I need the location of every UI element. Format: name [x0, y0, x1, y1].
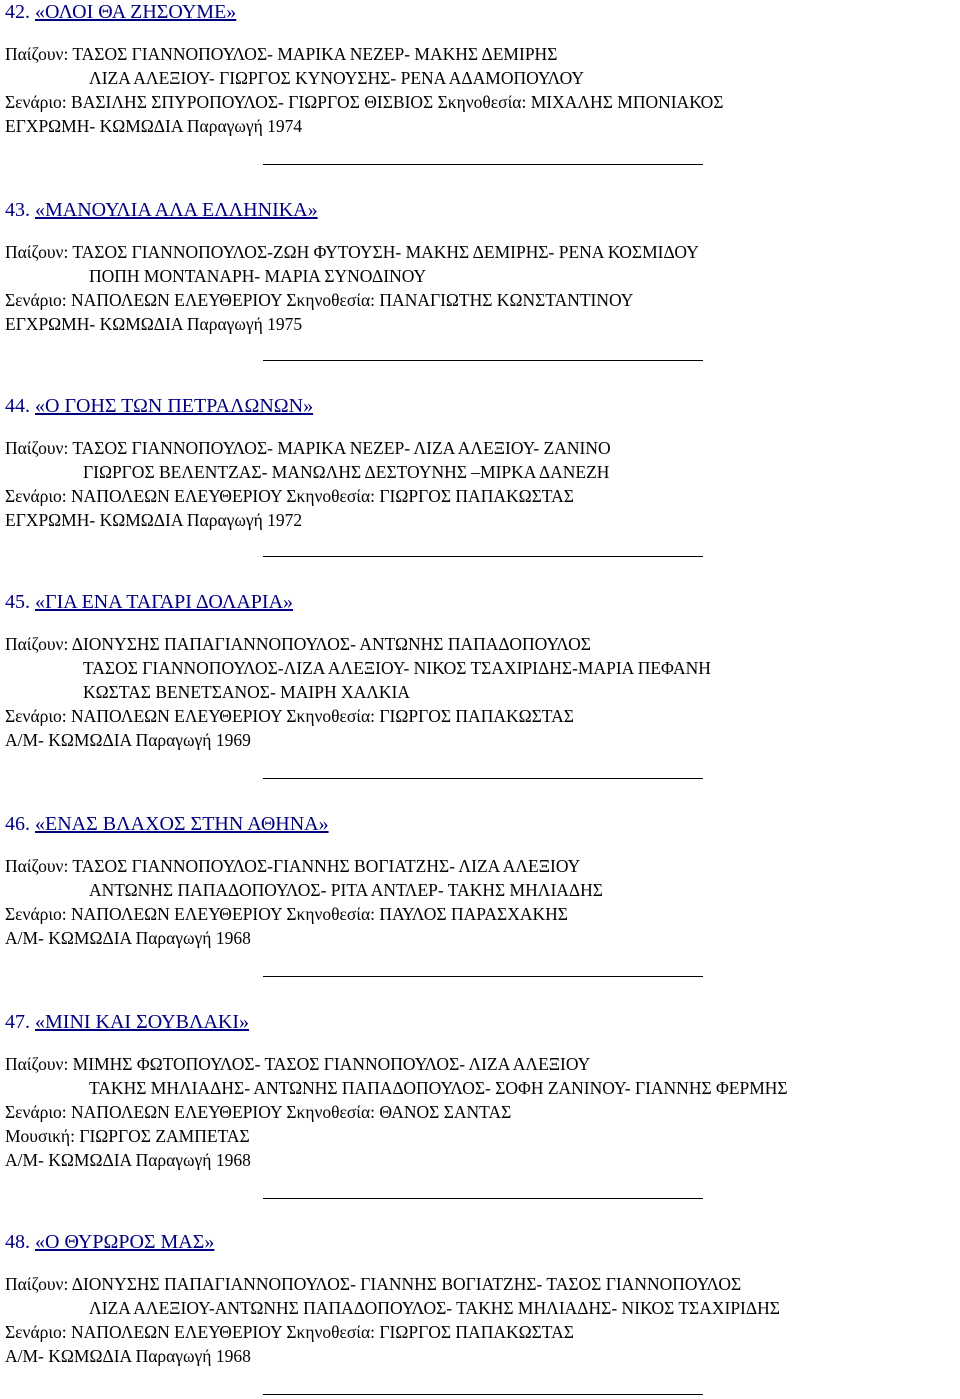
cast-line-continued: ΤΑΚΗΣ ΜΗΛΙΑΔΗΣ- ΑΝΤΩΝΗΣ ΠΑΠΑΔΟΠΟΥΛΟΣ- ΣΟΦΗ ΖΑΝΙΝΟΥ- ΓΙΑΝΝΗΣ ΦΕΡΜΗΣ	[89, 1078, 788, 1098]
film-entry-44	[5, 394, 957, 532]
script-direction-line: Σενάριο: ΝΑΠΟΛΕΩΝ ΕΛΕΥΘΕΡΙΟΥ Σκηνοθεσία: ΓΙΩΡΓΟΣ ΠΑΠΑΚΩΣΤΑΣ	[5, 486, 574, 506]
separator-rule	[263, 778, 703, 779]
music-line: Μουσική: ΓΙΩΡΓΟΣ ΖΑΜΠΕΤΑΣ	[5, 1126, 250, 1146]
film-title: 48. «Ο ΘΥΡΩΡΟΣ ΜΑΣ»	[5, 1231, 215, 1253]
separator-rule	[263, 556, 703, 557]
film-entry-48	[5, 1230, 957, 1368]
production-line: Α/Μ- ΚΩΜΩΔΙΑ Παραγωγή 1968	[5, 1150, 251, 1170]
cast-line-continued: ΠΟΠΗ ΜΟΝΤΑΝΑΡΗ- ΜΑΡΙΑ ΣΥΝΟΔΙΝΟΥ	[89, 266, 427, 286]
cast-line: Παίζουν: ΔΙΟΝΥΣΗΣ ΠΑΠΑΓΙΑΝΝΟΠΟΥΛΟΣ- ΓΙΑΝΝΗΣ ΒΟΓΙΑΤΖΗΣ- ΤΑΣΟΣ ΓΙΑΝΝΟΠΟΥΛΟΣ	[5, 1274, 742, 1294]
cast-line: Παίζουν: ΤΑΣΟΣ ΓΙΑΝΝΟΠΟΥΛΟΣ-ΓΙΑΝΝΗΣ ΒΟΓΙΑΤΖΗΣ- ΛΙΖΑ ΑΛΕΞΙΟΥ	[5, 856, 581, 876]
cast-line-continued: ΚΩΣΤΑΣ ΒΕΝΕΤΣΑΝΟΣ- ΜΑΙΡΗ ΧΑΛΚΙΑ	[83, 682, 411, 702]
script-direction-line: Σενάριο: ΝΑΠΟΛΕΩΝ ΕΛΕΥΘΕΡΙΟΥ Σκηνοθεσία: ΓΙΩΡΓΟΣ ΠΑΠΑΚΩΣΤΑΣ	[5, 706, 574, 726]
cast-line-continued: ΛΙΖΑ ΑΛΕΞΙΟΥ- ΓΙΩΡΓΟΣ ΚΥΝΟΥΣΗΣ- ΡΕΝΑ ΑΔΑΜΟΠΟΥΛΟΥ	[89, 68, 585, 88]
production-line: Α/Μ- ΚΩΜΩΔΙΑ Παραγωγή 1969	[5, 730, 251, 750]
cast-line: Παίζουν: ΜΙΜΗΣ ΦΩΤΟΠΟΥΛΟΣ- ΤΑΣΟΣ ΓΙΑΝΝΟΠΟΥΛΟΣ- ΛΙΖΑ ΑΛΕΞΙΟΥ	[5, 1054, 591, 1074]
script-direction-line: Σενάριο: ΝΑΠΟΛΕΩΝ ΕΛΕΥΘΕΡΙΟΥ Σκηνοθεσία: ΘΑΝΟΣ ΣΑΝΤΑΣ	[5, 1102, 512, 1122]
separator-rule	[263, 1394, 703, 1395]
film-title-text: «ΜΑΝΟΥΛΙΑ ΑΛΑ ΕΛΛΗΝΙΚΑ»	[35, 199, 318, 221]
production-line: ΕΓΧΡΩΜΗ- ΚΩΜΩΔΙΑ Παραγωγή 1975	[5, 314, 303, 334]
film-title-text: «ΕΝΑΣ ΒΛΑΧΟΣ ΣΤΗΝ ΑΘΗΝΑ»	[35, 813, 329, 835]
cast-line: Παίζουν: ΤΑΣΟΣ ΓΙΑΝΝΟΠΟΥΛΟΣ- ΜΑΡΙΚΑ ΝΕΖΕΡ- ΛΙΖΑ ΑΛΕΞΙΟΥ- ΖΑΝΙΝΟ	[5, 438, 611, 458]
film-entry-47	[5, 1010, 957, 1172]
film-title-text: «ΜΙΝΙ ΚΑΙ ΣΟΥΒΛΑΚΙ»	[35, 1011, 250, 1033]
cast-line-continued: ΑΝΤΩΝΗΣ ΠΑΠΑΔΟΠΟΥΛΟΣ- ΡΙΤΑ ΑΝΤΛΕΡ- ΤΑΚΗΣ ΜΗΛΙΑΔΗΣ	[89, 880, 603, 900]
film-title-text: «Ο ΓΟΗΣ ΤΩΝ ΠΕΤΡΑΛΩΝΩΝ»	[35, 395, 314, 417]
separator-rule	[263, 1198, 703, 1199]
film-entry-45	[5, 590, 957, 752]
cast-line: Παίζουν: ΤΑΣΟΣ ΓΙΑΝΝΟΠΟΥΛΟΣ- ΜΑΡΙΚΑ ΝΕΖΕΡ- ΜΑΚΗΣ ΔΕΜΙΡΗΣ	[5, 44, 558, 64]
film-entry-46	[5, 812, 957, 950]
cast-line: Παίζουν: ΔΙΟΝΥΣΗΣ ΠΑΠΑΓΙΑΝΝΟΠΟΥΛΟΣ- ΑΝΤΩΝΗΣ ΠΑΠΑΔΟΠΟΥΛΟΣ	[5, 634, 591, 654]
film-title-text: «Ο ΘΥΡΩΡΟΣ ΜΑΣ»	[35, 1231, 215, 1253]
script-direction-line: Σενάριο: ΝΑΠΟΛΕΩΝ ΕΛΕΥΘΕΡΙΟΥ Σκηνοθεσία: ΠΑΝΑΓΙΩΤΗΣ ΚΩΝΣΤΑΝΤΙΝΟΥ	[5, 290, 634, 310]
film-entry-43	[5, 198, 957, 336]
film-title: 45. «ΓΙΑ ΕΝΑ ΤΑΓΑΡΙ ΔΟΛΑΡΙΑ»	[5, 591, 294, 613]
separator-rule	[263, 164, 703, 165]
film-title: 42. «ΟΛΟΙ ΘΑ ΖΗΣΟΥΜΕ»	[5, 1, 237, 23]
cast-line: Παίζουν: ΤΑΣΟΣ ΓΙΑΝΝΟΠΟΥΛΟΣ-ΖΩΗ ΦΥΤΟΥΣΗ- ΜΑΚΗΣ ΔΕΜΙΡΗΣ- ΡΕΝΑ ΚΟΣΜΙΔΟΥ	[5, 242, 699, 262]
film-title-text: «ΓΙΑ ΕΝΑ ΤΑΓΑΡΙ ΔΟΛΑΡΙΑ»	[35, 591, 294, 613]
production-line: ΕΓΧΡΩΜΗ- ΚΩΜΩΔΙΑ Παραγωγή 1974	[5, 116, 303, 136]
cast-line-continued: ΤΑΣΟΣ ΓΙΑΝΝΟΠΟΥΛΟΣ-ΛΙΖΑ ΑΛΕΞΙΟΥ- ΝΙΚΟΣ ΤΣΑΧΙΡΙΔΗΣ-ΜΑΡΙΑ ΠΕΦΑΝΗ	[83, 658, 711, 678]
production-line: ΕΓΧΡΩΜΗ- ΚΩΜΩΔΙΑ Παραγωγή 1972	[5, 510, 303, 530]
script-direction-line: Σενάριο: ΝΑΠΟΛΕΩΝ ΕΛΕΥΘΕΡΙΟΥ Σκηνοθεσία: ΠΑΥΛΟΣ ΠΑΡΑΣΧΑΚΗΣ	[5, 904, 568, 924]
script-direction-line: Σενάριο: ΒΑΣΙΛΗΣ ΣΠΥΡΟΠΟΥΛΟΣ- ΓΙΩΡΓΟΣ ΘΙΣΒΙΟΣ Σκηνοθεσία: ΜΙΧΑΛΗΣ ΜΠΟΝΙΑΚΟΣ	[5, 92, 724, 112]
film-title: 44. «Ο ΓΟΗΣ ΤΩΝ ΠΕΤΡΑΛΩΝΩΝ»	[5, 395, 314, 417]
production-line: Α/Μ- ΚΩΜΩΔΙΑ Παραγωγή 1968	[5, 928, 251, 948]
separator-rule	[263, 360, 703, 361]
separator-rule	[263, 976, 703, 977]
film-title-text: «ΟΛΟΙ ΘΑ ΖΗΣΟΥΜΕ»	[35, 1, 237, 23]
cast-line-continued: ΓΙΩΡΓΟΣ ΒΕΛΕΝΤΖΑΣ- ΜΑΝΩΛΗΣ ΔΕΣΤΟΥΝΗΣ –ΜΙΡΚΑ ΔΑΝΕΖΗ	[83, 462, 610, 482]
film-title: 43. «ΜΑΝΟΥΛΙΑ ΑΛΑ ΕΛΛΗΝΙΚΑ»	[5, 199, 318, 221]
film-title: 46. «ΕΝΑΣ ΒΛΑΧΟΣ ΣΤΗΝ ΑΘΗΝΑ»	[5, 813, 329, 835]
production-line: Α/Μ- ΚΩΜΩΔΙΑ Παραγωγή 1968	[5, 1346, 251, 1366]
script-direction-line: Σενάριο: ΝΑΠΟΛΕΩΝ ΕΛΕΥΘΕΡΙΟΥ Σκηνοθεσία: ΓΙΩΡΓΟΣ ΠΑΠΑΚΩΣΤΑΣ	[5, 1322, 574, 1342]
film-title: 47. «ΜΙΝΙ ΚΑΙ ΣΟΥΒΛΑΚΙ»	[5, 1011, 250, 1033]
film-entry-42	[5, 0, 957, 138]
cast-line-continued: ΛΙΖΑ ΑΛΕΞΙΟΥ-ΑΝΤΩΝΗΣ ΠΑΠΑΔΟΠΟΥΛΟΣ- ΤΑΚΗΣ ΜΗΛΙΑΔΗΣ- ΝΙΚΟΣ ΤΣΑΧΙΡΙΔΗΣ	[89, 1298, 780, 1318]
